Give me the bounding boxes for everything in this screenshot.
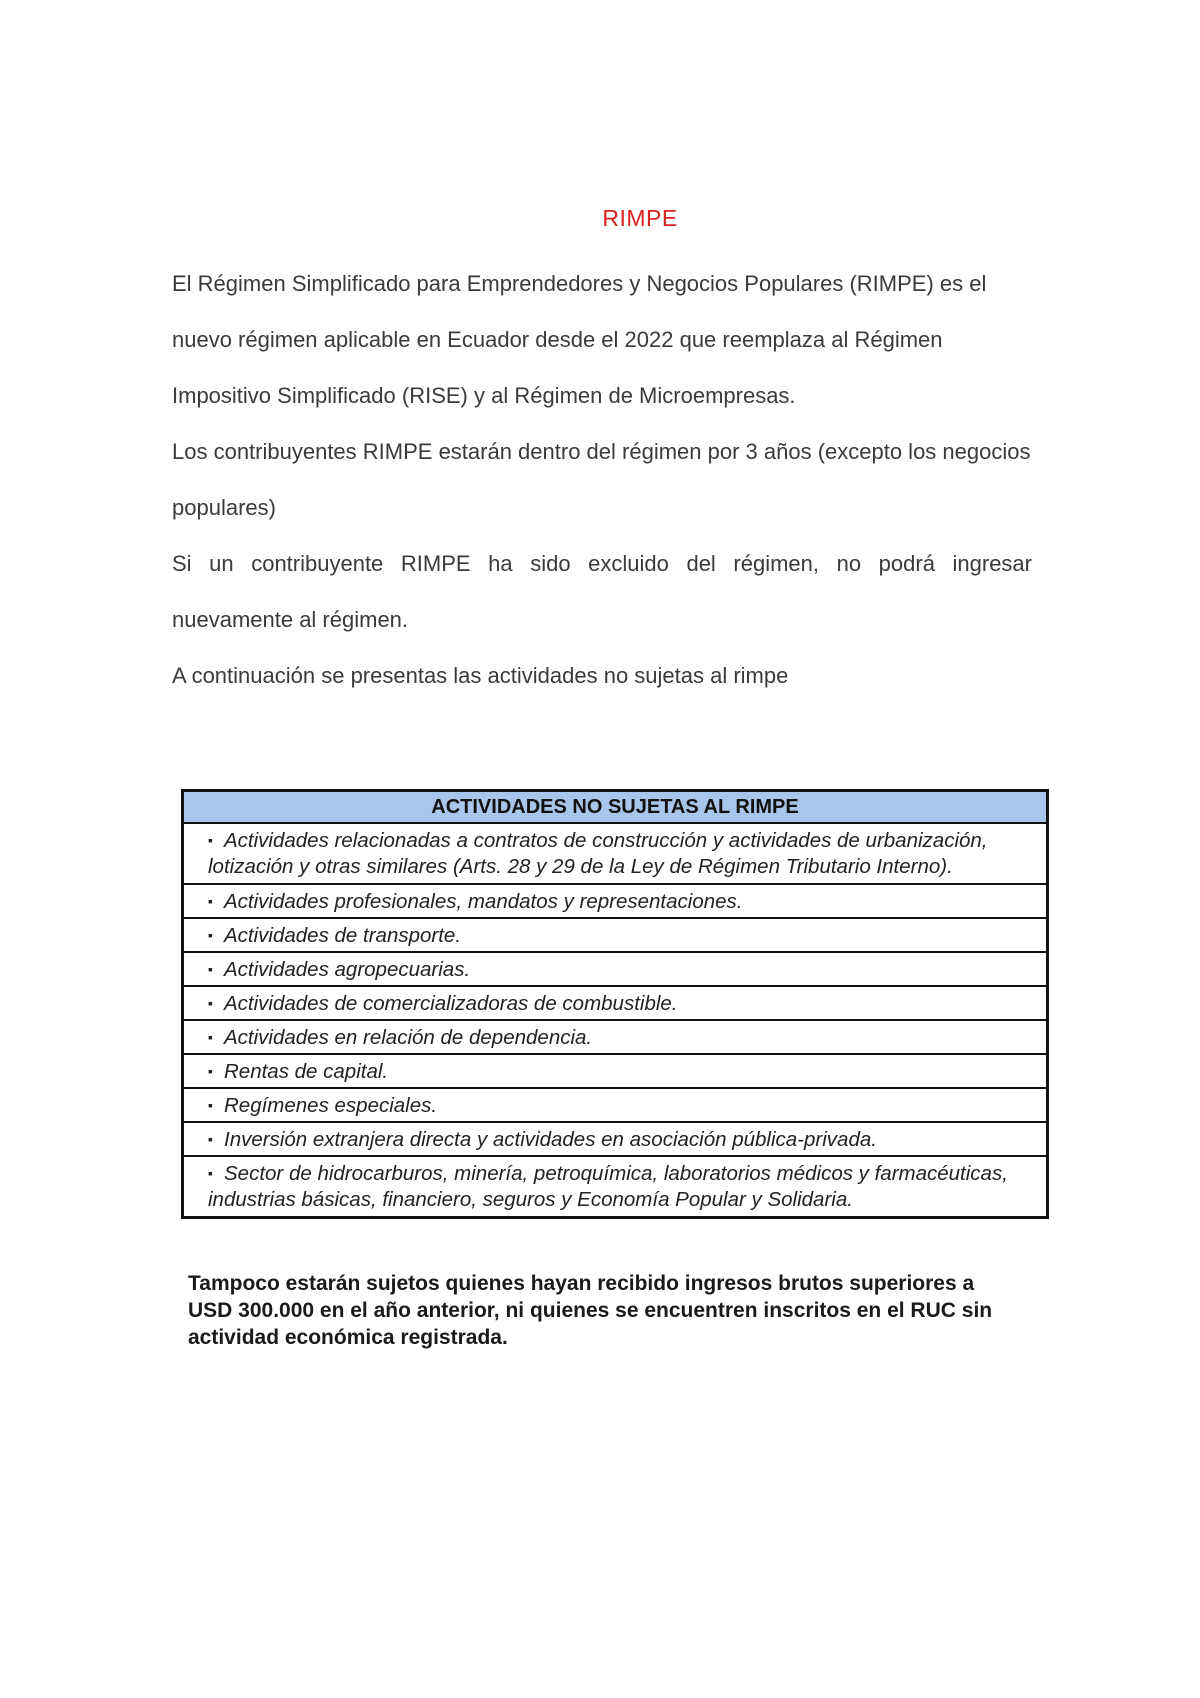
bullet-icon: ▪ [208,1097,213,1113]
row-text: Actividades agropecuarias. [224,958,471,981]
document-title: RIMPE [602,205,678,231]
bullet-icon: ▪ [208,832,213,848]
table-row [183,884,1048,918]
table-row [183,823,1048,884]
bullet-icon: ▪ [208,961,213,977]
bullet-icon: ▪ [208,1063,213,1079]
table-row [183,1054,1048,1088]
row-text: Actividades de comercializadoras de combustible. [224,992,678,1015]
row-text: Actividades de transporte. [224,924,462,947]
bullet-icon: ▪ [208,995,213,1011]
paragraph-exclusion: Si un contribuyente RIMPE ha sido excluido del régimen, no podrá ingresar nuevamente al régimen. [172,551,1032,632]
document-body [172,256,1032,704]
table-row [183,1156,1048,1218]
table-row [183,952,1048,986]
row-text: Actividades relacionadas a contratos de construcción y actividades de urbanización, lotización y otras similares (Arts. 28 y 29 de la Ley de Régimen Tributario Interno). [208,829,988,878]
paragraph-rimpe-definition: El Régimen Simplificado para Emprendedores y Negocios Populares (RIMPE) es el nuevo régimen aplicable en Ecuador desde el 2022 que reemplaza al Régimen Impositivo Simplificado (RISE) y al Régimen de Microempresas. [172,271,987,408]
bullet-icon: ▪ [208,893,213,909]
bullet-icon: ▪ [208,1165,213,1181]
table-row [183,1020,1048,1054]
row-text: Rentas de capital. [224,1060,389,1083]
paragraph-duration: Los contribuyentes RIMPE estarán dentro del régimen por 3 años (excepto los negocios populares) [172,439,1031,520]
income-note: Tampoco estarán sujetos quienes hayan recibido ingresos brutos superiores a USD 300.000 en el año anterior, ni quienes se encuentren inscritos en el RUC sin actividad económica registrada. [188,1272,993,1349]
table-row [183,986,1048,1020]
table-row [183,1122,1048,1156]
bullet-icon: ▪ [208,1131,213,1147]
row-text: Sector de hidrocarburos, minería, petroquímica, laboratorios médicos y farmacéuticas, industrias básicas, financiero, seguros y Economía Popular y Solidaria. [208,1162,1008,1211]
activities-table-image [181,789,1049,1219]
table-row [183,1088,1048,1122]
bullet-icon: ▪ [208,927,213,943]
row-text: Actividades en relación de dependencia. [224,1026,593,1049]
table-row [183,918,1048,952]
bullet-icon: ▪ [208,1029,213,1045]
row-text: Regímenes especiales. [224,1094,438,1117]
table-header: ACTIVIDADES NO SUJETAS AL RIMPE [183,791,1048,824]
activities-table [181,789,1049,1219]
row-text: Actividades profesionales, mandatos y representaciones. [224,890,743,913]
paragraph-intro-table: A continuación se presentas las actividades no sujetas al rimpe [172,663,789,688]
row-text: Inversión extranjera directa y actividades en asociación pública-privada. [224,1128,877,1151]
